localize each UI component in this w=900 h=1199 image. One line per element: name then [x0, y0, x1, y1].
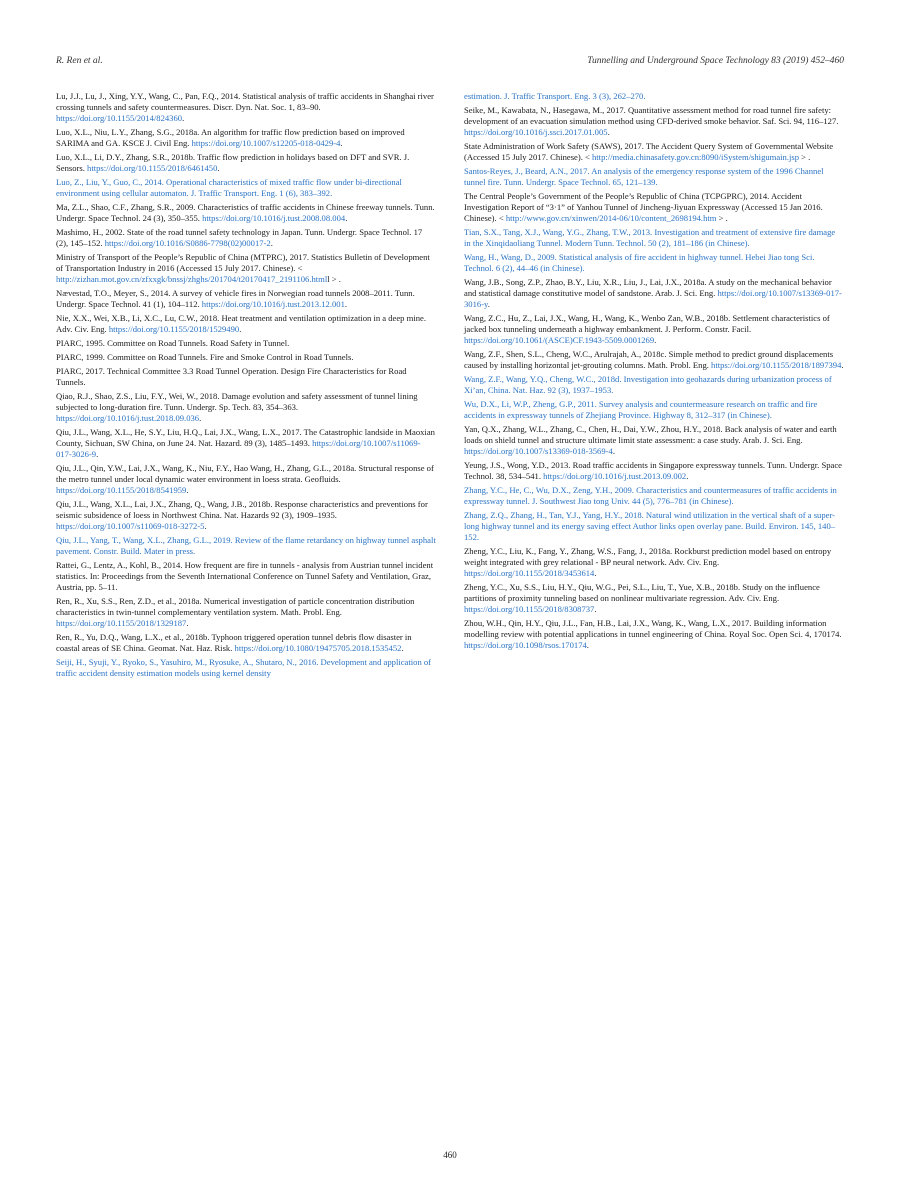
reference-entry — [56, 499, 436, 532]
reference-text: Zhang, Z.Q., Zhang, H., Tan, Y.J., Yang, H.Y., 2018. Natural wind utilization in the vertical shaft of a super-long highway tunnel and its energy saving effect Author links open overlay pane. Build. Environ. 145, 140–152. — [464, 510, 836, 542]
reference-doi-link[interactable]: https://doi.org/10.1155/2018/8308737 — [464, 604, 595, 614]
reference-text: estimation. J. Traffic Transport. Eng. 3 (3), 262–270. — [464, 91, 646, 101]
reference-entry — [464, 424, 844, 457]
reference-entry[interactable] — [464, 252, 844, 274]
reference-text: Zhang, Y.C., He, C., Wu, D.X., Zeng, Y.H., 2009. Characteristics and countermeasures of traffic accidents in expressway tunnel. J. Southwest Jiao tong Univ. 44 (5), 776–781 (in Chinese). — [464, 485, 837, 506]
reference-text: PIARC, 1995. Committee on Road Tunnels. Road Safety in Tunnel. — [56, 338, 290, 348]
reference-text: Qiu, J.L., Wang, X.L., Lai, J.X., Zhang, Q., Wang, J.B., 2018b. Response characteristics and preventions for seismic subsidence of loess in Northwest China. Nat. Hazards 92 (3), 1909–1935. — [56, 499, 428, 520]
reference-tail: > . — [716, 213, 728, 223]
reference-doi-link[interactable]: https://doi.org/10.1016/j.tust.2008.08.004 — [202, 213, 346, 223]
reference-text: Wang, Z.C., Hu, Z., Lai, J.X., Wang, H., Wang, K., Wenbo Zan, W.B., 2018b. Settlement characteristics of jacked box tunneling underneath a highway embankment. J. Perform. Constr. Facil. — [464, 313, 830, 334]
reference-doi-link[interactable]: http://media.chinasafety.gov.cn:8090/iSystem/shigumain.jsp — [592, 152, 800, 162]
reference-text: Qiao, R.J., Shao, Z.S., Liu, F.Y., Wei, W., 2018. Damage evolution and safety assessment of tunnel lining subjected to long-duration fire. Tunn. Undergr. Sp. Tech. 83, 354–363. — [56, 391, 418, 412]
reference-tail: . — [654, 335, 657, 345]
reference-text: Seike, M., Kawabata, N., Hasegawa, M., 2017. Quantitative assessment method for road tunnel fire safety: development of an evacuation simulation method using CFD-derived smoke behavior. Saf. Sci. 94, 116–127. — [464, 105, 839, 126]
reference-entry — [56, 352, 436, 363]
reference-tail: . — [586, 640, 589, 650]
reference-text: Rattei, G., Lentz, A., Kohl, B., 2014. How frequent are fire in tunnels - analysis from Austrian tunnel incident statistics. In: Proceedings from the Seventh International Conference on Tunnel Safety and Ventilation, Graz, Austria, pp. 5–11. — [56, 560, 434, 592]
reference-text: Wang, H., Wang, D., 2009. Statistical analysis of fire accident in highway tunnel. Hebei Jiao tong Sci. Technol. 6 (2), 44–46 (in Chinese). — [464, 252, 815, 273]
reference-doi-link[interactable]: https://doi.org/10.1007/s11069-018-3272-5 — [56, 521, 205, 531]
reference-tail: . — [344, 299, 348, 309]
reference-entry — [464, 141, 844, 163]
reference-tail: . — [401, 643, 404, 653]
reference-doi-link[interactable]: https://doi.org/10.1155/2018/1329187 — [56, 618, 187, 628]
reference-text: Nævestad, T.O., Meyer, S., 2014. A survey of vehicle fires in Norwegian road tunnels 2008–2011. Tunn. Undergr. Space Technol. 41 (1), 104–112. — [56, 288, 415, 309]
reference-text: Luo, X.L., Li, D.Y., Zhang, S.R., 2018b. Traffic flow prediction in holidays based on DFT and SVR. J. Sensors. — [56, 152, 410, 173]
reference-text: Ma, Z.L., Shao, C.F., Zhang, S.R., 2009. Characteristics of traffic accidents in Chinese freeway tunnels. Tunn. Undergr. Space Technol. 24 (3), 350–355. — [56, 202, 435, 223]
reference-entry[interactable] — [464, 166, 844, 188]
reference-entry — [464, 105, 844, 138]
reference-tail: . — [487, 299, 490, 309]
reference-text: State Administration of Work Safety (SAWS), 2017. The Accident Query System of Governmental Website (Accessed 15 July 2017. Chinese). < — [464, 141, 834, 162]
reference-text: Tian, S.X., Tang, X.J., Wang, Y.G., Zhang, T.W., 2013. Investigation and treatment of extensive fire damage in the Xinqidaoliang Tunnel. Modern Tunn. Technol. 50 (2), 181–186 (in Chinese). — [464, 227, 836, 248]
reference-tail: > . — [799, 152, 811, 162]
reference-text: Wu, D.X., Li, W.P., Zheng, G.P., 2011. Survey analysis and countermeasure research on traffic and fire accidents in expressway tunnels of Zhejiang Province. Highway 8, 312–317 (in Chinese). — [464, 399, 818, 420]
reference-doi-link[interactable]: https://doi.org/10.1098/rsos.170174 — [464, 640, 587, 650]
reference-text: Lu, J.J., Lu, J., Xing, Y.Y., Wang, C., Pan, F.Q., 2014. Statistical analysis of traffic accidents in Shanghai river crossing tunnels and safety countermeasures. Discr. Dyn. Nat. Soc. 1, 83–90. — [56, 91, 434, 112]
reference-tail: . — [340, 138, 343, 148]
reference-text: Yan, Q.X., Zhang, W.L., Zhang, C., Chen, H., Dai, Y.W., Zhou, H.Y., 2018. Back analysis of water and earth loads on shield tunnel and structure ultimate limit state assessment: a case study. Arab. J. Sci. Eng. — [464, 424, 837, 445]
reference-tail: . — [841, 360, 844, 370]
reference-entry — [464, 191, 844, 224]
reference-text: Ministry of Transport of the People’s Republic of China (MTPRC), 2017. Statistics Bulletin of Development of Transportation Industry in 2016 (Accessed 15 July 2017. Chinese). < — [56, 252, 430, 273]
page-number: 460 — [443, 1150, 457, 1160]
reference-tail: . — [686, 471, 689, 481]
reference-text: Luo, X.L., Niu, L.Y., Zhang, S.G., 2018a. An algorithm for traffic flow prediction based on improved SARIMA and GA. KSCE J. Civil Eng. — [56, 127, 405, 148]
reference-doi-link[interactable]: https://doi.org/10.1155/2014/824360 — [56, 113, 183, 123]
reference-text: PIARC, 2017. Technical Committee 3.3 Road Tunnel Operation. Design Fire Characteristics for Road Tunnels. — [56, 366, 407, 387]
reference-text: Nie, X.X., Wei, X.B., Li, X.C., Lu, C.W., 2018. Heat treatment and ventilation optimization in a deep mine. Adv. Civ. Eng. — [56, 313, 426, 334]
reference-entry[interactable] — [56, 535, 436, 557]
reference-tail: . — [217, 163, 220, 173]
reference-doi-link[interactable]: https://doi.org/10.1080/19475705.2018.1535452 — [234, 643, 402, 653]
reference-entry — [56, 596, 436, 629]
reference-entry — [464, 460, 844, 482]
reference-entry — [56, 252, 436, 285]
reference-text: Wang, Z.F., Wang, Y.Q., Cheng, W.C., 2018d. Investigation into geohazards during urbanization process of Xi’an, China. Nat. Haz. 92 (3), 1937–1953. — [464, 374, 832, 395]
reference-doi-link[interactable]: https://doi.org/10.1155/2018/1897394 — [711, 360, 842, 370]
reference-tail: . — [607, 127, 610, 137]
reference-doi-link[interactable]: https://doi.org/10.1155/2018/6461450 — [87, 163, 218, 173]
references-left-column — [56, 91, 436, 682]
reference-entry — [464, 582, 844, 615]
reference-entry — [56, 202, 436, 224]
reference-entry — [56, 227, 436, 249]
reference-doi-link[interactable]: https://doi.org/10.1016/j.tust.2018.09.036 — [56, 413, 200, 423]
reference-tail: . — [612, 446, 615, 456]
reference-entry — [56, 463, 436, 496]
reference-tail: . — [186, 485, 189, 495]
reference-doi-link[interactable]: https://doi.org/10.1016/j.ssci.2017.01.005 — [464, 127, 608, 137]
reference-doi-link[interactable]: https://doi.org/10.1007/s12205-018-0429-4 — [191, 138, 341, 148]
reference-entry — [464, 618, 844, 651]
reference-tail: . — [270, 238, 273, 248]
reference-tail: l > . — [327, 274, 341, 284]
reference-entry — [56, 560, 436, 593]
reference-doi-link[interactable]: https://doi.org/10.1007/s13369-017-3016-y — [464, 288, 842, 309]
reference-tail: . — [239, 324, 242, 334]
reference-entry — [56, 288, 436, 310]
reference-text: Mashimo, H., 2002. State of the road tunnel safety technology in Japan. Tunn. Undergr. Space Technol. 17 (2), 145–152. — [56, 227, 423, 248]
reference-doi-link[interactable]: https://doi.org/10.1007/s11069-017-3026-9 — [56, 438, 421, 459]
reference-text: The Central People’s Government of the People’s Republic of China (TCPGPRC), 2014. Accident Investigation Report of “3·1” of Yanhou Tunnel of Jincheng-Jiyuan Expressway (Accessed 15 Jan 2016. Chinese). < — [464, 191, 823, 223]
reference-doi-link[interactable]: http://zizhan.mot.gov.cn/zfxxgk/bnssj/zhghs/201704/t20170417_2191106.html — [56, 274, 328, 284]
reference-doi-link[interactable]: https://doi.org/10.1155/2018/8541959 — [56, 485, 187, 495]
reference-doi-link[interactable]: https://doi.org/10.1155/2018/1529490 — [108, 324, 240, 334]
reference-tail: . — [345, 213, 348, 223]
reference-tail: . — [199, 413, 202, 423]
running-header-journal: Tunnelling and Underground Space Technology 83 (2019) 452–460 — [587, 56, 844, 66]
reference-text: Zhou, W.H., Qin, H.Y., Qiu, J.L., Fan, H.B., Lai, J.X., Wang, K., Wang, L.X., 2017. Building information modelling review with potential applications in tunnel engineering of China. Royal Soc. Open Sci. 4, 170174. — [464, 618, 842, 639]
reference-doi-link[interactable]: https://doi.org/10.1016/j.tust.2013.09.002 — [543, 471, 687, 481]
reference-entry[interactable] — [464, 510, 844, 543]
reference-doi-link[interactable]: https://doi.org/10.1155/2018/3453614 — [464, 568, 595, 578]
reference-entry[interactable] — [56, 657, 436, 679]
references-right-column — [464, 91, 844, 654]
reference-text: Qiu, J.L., Wang, X.L., He, S.Y., Liu, H.Q., Lai, J.X., Wang, L.X., 2017. The Catastrophic landside in Maoxian County, Sichuan, SW China, on June 24. Nat. Hazard. 89 (3), 1485–1493. — [56, 427, 435, 448]
reference-entry — [56, 91, 436, 124]
reference-entry — [56, 632, 436, 654]
reference-tail: . — [204, 521, 207, 531]
reference-text: Yeung, J.S., Wong, Y.D., 2013. Road traffic accidents in Singapore expressway tunnels. Tunn. Undergr. Space Technol. 38, 534–541. — [464, 460, 842, 481]
reference-text: Ren, R., Xu, S.S., Ren, Z.D., et al., 2018a. Numerical investigation of particle concentration distribution characteristics in twin-tunnel complementary ventilation system. Math. Probl. Eng. — [56, 596, 415, 617]
reference-tail: . — [186, 618, 189, 628]
reference-text: PIARC, 1999. Committee on Road Tunnels. Fire and Smoke Control in Road Tunnels. — [56, 352, 354, 362]
running-header-authors: R. Ren et al. — [56, 56, 103, 66]
reference-entry — [464, 313, 844, 346]
reference-entry — [464, 349, 844, 371]
reference-tail: . — [182, 113, 185, 123]
reference-text: Ren, R., Yu, D.Q., Wang, L.X., et al., 2018b. Typhoon triggered operation tunnel debris flow disaster in coastal areas of SE China. Geomat. Nat. Haz. Risk. — [56, 632, 412, 653]
reference-doi-link[interactable]: https://doi.org/10.1007/s13369-018-3569-4 — [464, 446, 613, 456]
reference-tail: . — [594, 568, 597, 578]
reference-tail: . — [594, 604, 597, 614]
reference-doi-link[interactable]: https://doi.org/10.1061/(ASCE)CF.1943-5509.0001269 — [464, 335, 655, 345]
reference-entry[interactable] — [464, 399, 844, 421]
reference-text: Zheng, Y.C., Liu, K., Fang, Y., Zhang, W.S., Fang, J., 2018a. Rockburst prediction model based on entropy weight integrated with grey relational - BP neural network. Adv. Civ. Eng. — [464, 546, 832, 567]
reference-entry — [464, 546, 844, 579]
reference-entry[interactable] — [464, 374, 844, 396]
reference-entry — [56, 391, 436, 424]
reference-entry — [464, 277, 844, 310]
reference-text: Wang, Z.F., Shen, S.L., Cheng, W.C., Arulrajah, A., 2018c. Simple method to predict ground displacements caused by installing horizontal jet-grouting columns. Math. Probl. Eng. — [464, 349, 834, 370]
reference-tail: . — [96, 449, 99, 459]
reference-text: Wang, J.B., Song, Z.P., Zhao, B.Y., Liu, X.R., Liu, J., Lai, J.X., 2018a. A study on the mechanical behavior and statistical damage constitutive model of sandstone. Arab. J. Sci. Eng. — [464, 277, 832, 298]
reference-entry — [56, 127, 436, 149]
running-header — [56, 56, 844, 70]
reference-text: Qiu, J.L., Yang, T., Wang, X.L., Zhang, G.L., 2019. Review of the flame retardancy on highway tunnel asphalt pavement. Constr. Build. Mater in press. — [56, 535, 436, 556]
reference-entry[interactable] — [56, 177, 436, 199]
reference-doi-link[interactable]: http://www.gov.cn/xinwen/2014-06/10/content_2698194.htm — [505, 213, 717, 223]
reference-text: Seiji, H., Syuji, Y., Ryoko, S., Yasuhiro, M., Ryosuke, A., Shutaro, N., 2016. Development and application of traffic accident density estimation models using kernel density — [56, 657, 432, 678]
reference-doi-link[interactable]: https://doi.org/10.1016/j.tust.2013.12.001 — [201, 299, 345, 309]
reference-entry — [56, 427, 436, 460]
reference-doi-link[interactable]: https://doi.org/10.1016/S0886-7798(02)00017-2 — [104, 238, 271, 248]
reference-entry[interactable] — [464, 91, 844, 102]
reference-text: Qiu, J.L., Qin, Y.W., Lai, J.X., Wang, K., Niu, F.Y., Hao Wang, H., Zhang, G.L., 2018a. Structural response of the metro tunnel under local dynamic water environment in loess strata. Geofluids. — [56, 463, 434, 484]
reference-entry — [56, 366, 436, 388]
reference-text: Zheng, Y.C., Xu, S.S., Liu, H.Y., Qiu, W.G., Pei, S.L., Liu, T., Yue, X.B., 2018b. Study on the influence partitions of proximity tunneling based on nonlinear multivariate regression. Adv. Civ. Eng. — [464, 582, 820, 603]
reference-entry — [56, 313, 436, 335]
reference-text: Luo, Z., Liu, Y., Guo, C., 2014. Operational characteristics of mixed traffic flow under bi-directional environment using cellular automaton. J. Traffic Transport. Eng. 1 (6), 383–392. — [56, 177, 402, 198]
reference-entry — [56, 338, 436, 349]
reference-entry — [56, 152, 436, 174]
reference-entry[interactable] — [464, 227, 844, 249]
reference-entry[interactable] — [464, 485, 844, 507]
reference-text: Santos-Reyes, J., Beard, A.N., 2017. An analysis of the emergency response system of the 1996 Channel tunnel fire. Tunn. Undergr. Space Technol. 65, 121–139. — [464, 166, 824, 187]
